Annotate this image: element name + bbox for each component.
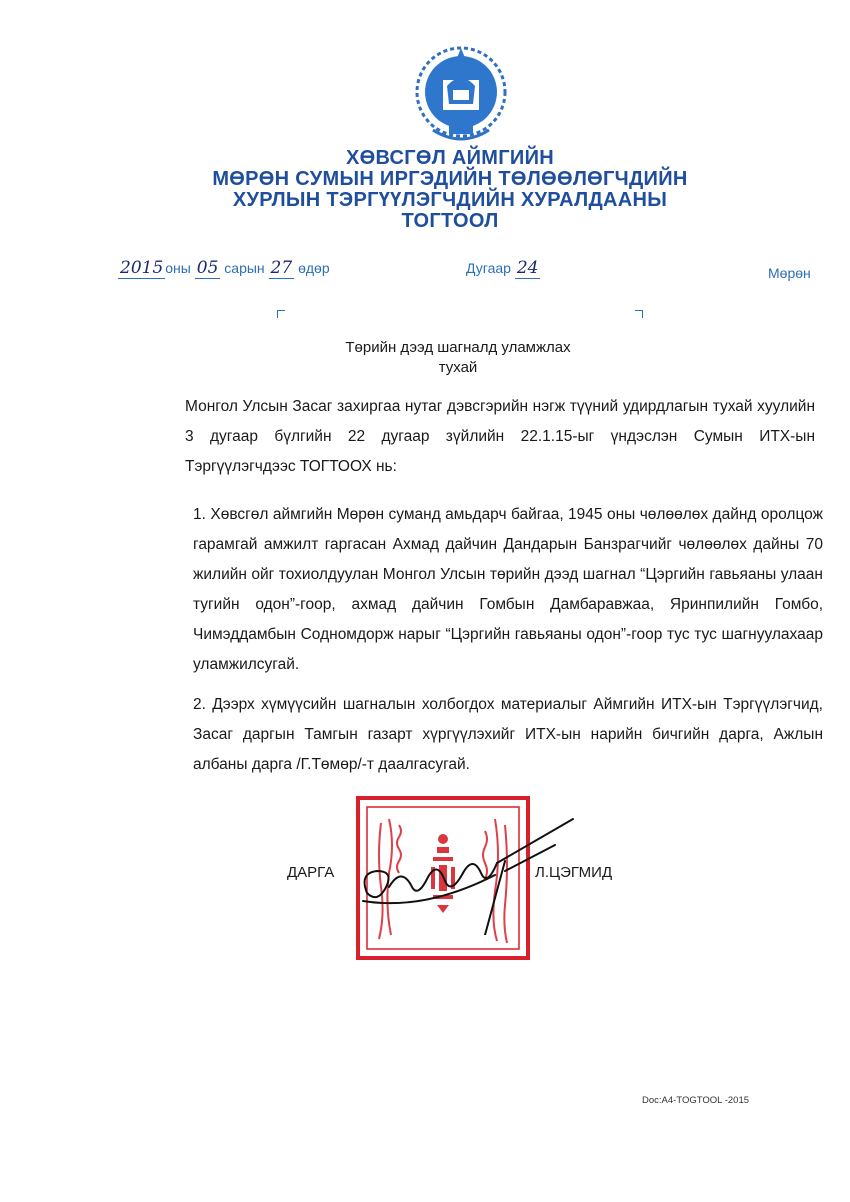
resolution-item-1: 1. Хөвсгөл аймгийн Мөрөн суманд амьдарч байгаа, 1945 оны чөлөөлөх дайнд оролцож гарамгай амжилт гаргасан Ахмад дайчин Дандарын Банзрагчийг чөлөөлөх дайны 70 жилийн ойг тохиолдуулан Монгол Улсын төрийн дээд шагнал “Цэргийн гавьяаны улаан тугийн одон”-гоор, ахмад дайчин Гомбын Дамбаравжаа, Яринпилийн Гомбо, Чимэддамбын Содномдорж нарыг “Цэргийн гавьяаны одон”-гоор тус тус шагнуулахаар уламжилсугай. [193,506,823,673]
org-line-3: ХУРЛЫН ТЭРГҮҮЛЭГЧДИЙН ХУРАЛДААНЫ [232,189,668,211]
org-line-1: ХӨВСГӨЛ АЙМГИЙН [345,147,554,169]
date-day-suffix: өдөр [298,260,330,276]
date-day: 27 [270,258,293,278]
place-name: Мөрөн [768,265,811,281]
state-emblem-icon [413,40,509,152]
subject [0,338,850,378]
subject-line-2: тухай [438,359,478,376]
subject-corner-right [635,310,643,318]
org-line-2: МӨРӨН СУМЫН ИРГЭДИЙН ТӨЛӨӨЛӨГЧДИЙН [212,168,688,190]
date-year: 2015 [120,258,164,278]
date-month-suffix: сарын [224,260,265,276]
date-month: 05 [196,258,219,278]
number-label: Дугаар [466,260,511,276]
document-header [0,148,850,232]
document-type: ТОГТООЛ [401,210,499,232]
date-year-suffix: оны [165,260,191,276]
number-value: 24 [516,258,539,278]
subject-line-1: Төрийн дээд шагналд уламжлах [345,339,571,356]
resolution-item-2: 2. Дээрх хүмүүсийн шагналын холбогдох материалыг Аймгийн ИТХ-ын Тэргүүлэгчид, Засаг даргын Тамгын газарт хүргүүлэхийг ИТХ-ын нарийн бичгийн дарга, Ажлын албаны дарга /Г.Төмөр/-т даалгасугай. [193,696,823,773]
subject-corner-left [277,310,285,318]
signatory-name: Л.ЦЭГМИД [535,864,613,881]
signatory-title: ДАРГА [287,864,335,881]
date-line [118,258,330,278]
preamble-paragraph: Монгол Улсын Засаг захиргаа нутаг дэвсгэрийн нэгж түүний удирдлагын тухай хуулийн 3 дугаар бүлгийн 22 дугаар зүйлийн 22.1.15-ыг үндэслэн Сумын ИТХ-ын Тэргүүлэгчдээс ТОГТООХ нь: [185,398,815,475]
document-number [466,258,540,278]
document-code: Doc:A4-TOGTOOL -2015 [642,1095,750,1106]
